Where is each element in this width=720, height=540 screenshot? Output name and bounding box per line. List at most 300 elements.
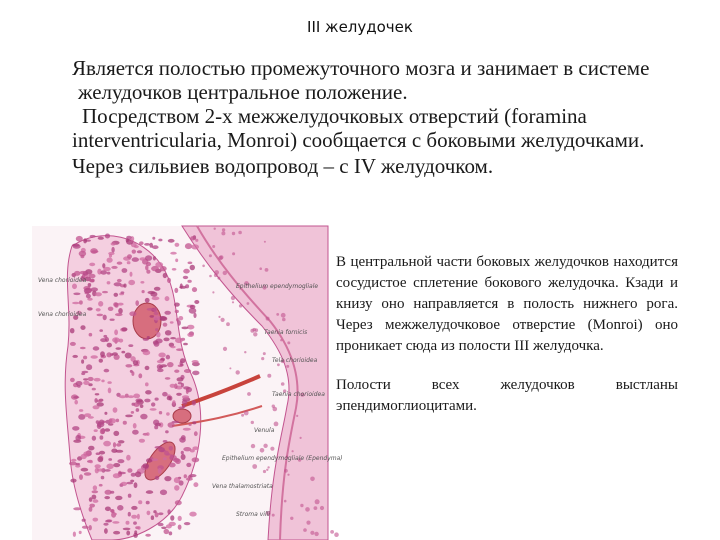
cell-dot — [89, 333, 93, 337]
cell-dot — [155, 398, 159, 401]
cell-dot — [125, 364, 132, 367]
cell-dot — [143, 350, 151, 355]
cell-dot — [187, 280, 191, 283]
cell-dot — [179, 437, 186, 443]
cell-dot — [111, 242, 116, 245]
cell-dot — [110, 319, 115, 321]
cell-dot — [157, 364, 162, 369]
cell-dot — [99, 484, 103, 487]
intro-paragraph-1: Является полостью промежуточного мозга и занимает в системе желудочков центральное положение. — [72, 56, 650, 104]
wall-cell-dot — [221, 318, 225, 322]
wall-cell-dot — [260, 448, 265, 453]
cell-dot — [158, 353, 165, 358]
cell-dot — [133, 423, 137, 429]
wall-cell-dot — [226, 322, 230, 326]
cell-dot — [132, 250, 136, 254]
cell-dot — [153, 308, 157, 313]
cell-dot — [122, 268, 128, 273]
cell-dot — [162, 392, 168, 397]
cell-dot — [165, 377, 171, 380]
cell-dot — [123, 284, 126, 288]
wall-cell-dot — [290, 517, 293, 520]
cell-dot — [126, 482, 133, 485]
wall-cell-dot — [209, 254, 212, 257]
cell-dot — [149, 243, 153, 248]
cell-dot — [153, 315, 160, 320]
cell-dot — [76, 463, 80, 465]
cell-dot — [97, 423, 102, 429]
cell-dot — [175, 243, 180, 247]
cell-dot — [138, 373, 142, 378]
cell-dot — [101, 476, 105, 480]
cell-dot — [98, 301, 103, 307]
wall-cell-dot — [266, 469, 268, 471]
cell-dot — [105, 507, 111, 512]
cell-dot — [151, 515, 154, 520]
wall-cell-dot — [244, 411, 249, 416]
cell-dot — [83, 378, 88, 380]
cell-dot — [125, 415, 133, 418]
cell-dot — [174, 288, 178, 293]
cell-dot — [80, 325, 85, 330]
cell-dot — [181, 454, 186, 460]
cell-dot — [137, 250, 142, 253]
cell-dot — [130, 480, 134, 483]
cell-dot — [153, 420, 159, 426]
cell-dot — [132, 257, 139, 262]
wall-cell-dot — [300, 437, 302, 439]
cell-dot — [191, 244, 199, 249]
cell-dot — [107, 343, 112, 348]
cell-dot — [158, 512, 163, 515]
wall-cell-dot — [287, 341, 290, 344]
cell-dot — [103, 335, 107, 338]
cell-dot — [151, 402, 155, 406]
cell-dot — [121, 291, 125, 293]
cell-dot — [168, 422, 175, 428]
cell-dot — [157, 360, 164, 363]
cell-dot — [170, 515, 174, 521]
cell-dot — [178, 525, 182, 530]
cell-dot — [167, 362, 174, 367]
cell-dot — [194, 431, 198, 436]
cell-dot — [93, 346, 100, 350]
wall-cell-dot — [241, 414, 244, 417]
cell-dot — [123, 528, 131, 531]
cell-dot — [82, 526, 89, 529]
wall-cell-dot — [232, 252, 235, 255]
cell-dot — [80, 271, 87, 274]
cell-dot — [69, 462, 77, 466]
wall-cell-dot — [300, 504, 303, 507]
cell-dot — [192, 287, 197, 292]
cell-dot — [105, 234, 110, 239]
wall-cell-dot — [214, 273, 218, 277]
side-text — [336, 252, 678, 417]
cell-dot — [182, 395, 189, 398]
cell-dot — [118, 303, 124, 306]
cell-dot — [184, 522, 190, 525]
cell-dot — [83, 381, 89, 385]
cell-dot — [193, 482, 198, 487]
wall-cell-dot — [251, 444, 255, 448]
label-vena-chorioidea: Vena chorioidea — [38, 277, 87, 284]
cell-dot — [127, 468, 132, 473]
cell-dot — [114, 329, 118, 335]
cell-dot — [105, 428, 111, 432]
cell-dot — [112, 521, 119, 524]
cell-dot — [179, 286, 186, 289]
cell-dot — [189, 512, 196, 517]
wall-cell-dot — [265, 268, 269, 272]
cell-dot — [181, 327, 188, 330]
cell-dot — [159, 411, 162, 414]
wall-cell-dot — [274, 422, 279, 427]
cell-dot — [140, 414, 147, 420]
cell-dot — [93, 405, 100, 409]
cell-dot — [190, 265, 195, 271]
cell-dot — [126, 521, 130, 525]
cell-dot — [165, 296, 170, 301]
wall-cell-dot — [212, 245, 215, 248]
wall-cell-dot — [280, 339, 282, 341]
cell-dot — [165, 430, 169, 433]
cell-dot — [75, 435, 81, 441]
cell-dot — [91, 287, 98, 291]
cell-dot — [169, 531, 173, 535]
cell-dot — [81, 359, 84, 363]
cell-dot — [123, 421, 127, 425]
cell-dot — [133, 394, 140, 399]
cell-dot — [98, 237, 104, 240]
intro-text — [72, 56, 682, 178]
cell-dot — [170, 346, 175, 348]
cell-dot — [100, 338, 107, 342]
cell-dot — [165, 330, 172, 335]
wall-cell-dot — [272, 514, 275, 517]
cell-dot — [155, 476, 159, 480]
cell-dot — [92, 436, 96, 441]
cell-dot — [86, 294, 91, 299]
cell-dot — [82, 519, 86, 522]
cell-dot — [195, 239, 198, 242]
cell-dot — [144, 399, 150, 403]
cell-dot — [167, 509, 170, 514]
cell-dot — [170, 252, 177, 255]
cell-dot — [155, 262, 163, 268]
cell-dot — [156, 332, 161, 338]
label-vena-thalamostriata: Vena thalamostriata — [212, 483, 273, 490]
cell-dot — [146, 432, 150, 436]
cell-dot — [152, 296, 160, 300]
cell-dot — [116, 443, 121, 447]
cell-dot — [176, 348, 183, 351]
wall-cell-dot — [305, 507, 310, 512]
cell-dot — [128, 494, 132, 498]
cell-dot — [111, 266, 117, 269]
cell-dot — [73, 293, 80, 296]
wall-cell-dot — [223, 347, 227, 351]
wall-cell-dot — [259, 267, 262, 270]
cell-dot — [95, 468, 99, 474]
cell-dot — [130, 272, 133, 277]
cell-dot — [97, 314, 104, 317]
cell-dot — [192, 371, 199, 376]
cell-dot — [103, 315, 107, 321]
cell-dot — [175, 338, 183, 344]
cell-dot — [118, 440, 125, 443]
cell-dot — [94, 429, 98, 432]
cell-dot — [125, 353, 132, 359]
cell-dot — [73, 396, 79, 399]
intro-paragraph-2: Посредством 2-х межжелудочковых отверстий (foramina interventricularia, Monroi) сообщается с боковыми желудочками. — [72, 104, 645, 152]
cell-dot — [89, 263, 95, 267]
cell-dot — [163, 273, 167, 278]
cell-dot — [84, 413, 91, 417]
cell-dot — [88, 446, 94, 451]
cell-dot — [163, 323, 168, 327]
cell-dot — [72, 302, 80, 304]
cell-dot — [117, 505, 123, 511]
cell-dot — [183, 276, 188, 279]
cell-dot — [73, 507, 81, 510]
wall-cell-dot — [266, 317, 270, 321]
cell-dot — [154, 425, 158, 429]
cell-dot — [175, 500, 182, 505]
wall-cell-dot — [261, 357, 264, 360]
cell-dot — [138, 500, 142, 504]
intro-paragraph-3: Через сильвиев водопровод – с IV желудочком. — [72, 154, 494, 178]
cell-dot — [72, 355, 78, 358]
wall-cell-dot — [212, 291, 214, 293]
wall-cell-dot — [310, 477, 315, 482]
cell-dot — [116, 450, 124, 453]
cell-dot — [106, 464, 113, 470]
cell-dot — [108, 423, 113, 426]
cell-dot — [121, 351, 125, 354]
cell-dot — [70, 328, 75, 333]
wall-cell-dot — [253, 332, 257, 336]
cell-dot — [192, 421, 196, 424]
cell-dot — [150, 408, 157, 411]
cell-dot — [109, 418, 116, 423]
cell-dot — [155, 328, 158, 331]
cell-dot — [104, 412, 107, 415]
cell-dot — [81, 373, 85, 376]
cell-dot — [108, 307, 114, 311]
cell-dot — [106, 352, 111, 357]
cell-dot — [136, 408, 140, 412]
cell-dot — [184, 474, 187, 478]
cell-dot — [145, 366, 150, 370]
cell-dot — [104, 496, 110, 499]
cell-dot — [190, 449, 195, 452]
cell-dot — [84, 472, 91, 475]
wall-cell-dot — [287, 474, 289, 476]
cell-dot — [72, 284, 77, 290]
cell-dot — [96, 308, 101, 311]
cell-dot — [140, 281, 144, 284]
wall-cell-dot — [282, 318, 286, 322]
cell-dot — [183, 386, 190, 389]
cell-dot — [74, 400, 78, 405]
wall-cell-dot — [320, 506, 324, 510]
cell-dot — [189, 424, 192, 426]
cell-dot — [79, 251, 86, 257]
cell-dot — [130, 370, 133, 373]
wall-cell-dot — [314, 506, 318, 510]
cell-dot — [140, 404, 144, 408]
cell-dot — [167, 278, 171, 283]
wall-cell-dot — [223, 271, 227, 275]
cell-dot — [158, 468, 162, 474]
cell-dot — [93, 499, 99, 503]
cell-dot — [119, 395, 126, 398]
cell-dot — [118, 308, 123, 314]
cell-dot — [161, 527, 166, 530]
cell-dot — [126, 455, 131, 461]
wall-cell-dot — [272, 405, 275, 408]
cell-dot — [99, 359, 103, 363]
cell-dot — [167, 396, 172, 400]
cell-dot — [144, 243, 150, 246]
cell-dot — [113, 531, 120, 535]
cell-dot — [115, 313, 123, 316]
cell-dot — [182, 400, 188, 405]
cell-dot — [146, 458, 152, 462]
cell-dot — [87, 307, 93, 310]
cell-dot — [178, 516, 182, 521]
cell-dot — [186, 477, 193, 480]
cell-dot — [88, 460, 92, 463]
wall-cell-dot — [330, 530, 334, 534]
wall-cell-dot — [236, 370, 240, 374]
cell-dot — [95, 393, 100, 395]
cell-dot — [137, 514, 140, 520]
cell-dot — [146, 501, 150, 505]
cell-dot — [170, 337, 176, 339]
cell-dot — [116, 347, 122, 350]
cell-dot — [147, 336, 150, 339]
cell-dot — [95, 292, 102, 296]
cell-dot — [83, 238, 87, 243]
cell-dot — [194, 300, 199, 304]
cell-dot — [92, 495, 97, 500]
cell-dot — [107, 272, 111, 275]
cell-dot — [178, 316, 183, 320]
cell-dot — [99, 329, 103, 332]
cell-dot — [94, 378, 101, 382]
cell-dot — [169, 446, 173, 451]
histology-figure — [32, 226, 343, 540]
cell-dot — [164, 529, 170, 534]
cell-dot — [115, 496, 122, 500]
label-stroma-villi: Stroma villi — [236, 511, 270, 518]
wall-cell-dot — [276, 313, 279, 316]
label-venula: Venula — [254, 427, 275, 434]
cell-dot — [187, 333, 194, 337]
cell-dot — [121, 482, 127, 486]
cell-dot — [105, 520, 112, 523]
cell-dot — [117, 459, 124, 463]
cell-dot — [107, 258, 113, 263]
wall-cell-dot — [306, 521, 310, 525]
cell-dot — [145, 382, 149, 386]
label-vena-chorioidea-2: Vena chorioidea — [38, 311, 87, 318]
cell-dot — [154, 312, 159, 315]
wall-cell-dot — [231, 296, 235, 300]
wall-cell-dot — [229, 367, 231, 369]
cell-dot — [158, 523, 164, 527]
wall-cell-dot — [303, 528, 307, 532]
choroid-plexus-illustration — [32, 226, 343, 540]
wall-cell-dot — [218, 316, 220, 318]
label-epithelium-ependymogliale-2: Epithelium ependymogliale (Ependyma) — [222, 455, 343, 462]
label-taenia-fornicis: Taenia fornicis — [264, 329, 308, 336]
cell-dot — [127, 254, 132, 259]
cell-dot — [104, 528, 108, 534]
cell-dot — [178, 382, 182, 384]
side-paragraph-1: В центральной части боковых желудочков находится сосудистое сплетение бокового желудочка. Кзади и книзу оно направляется в полость нижнего рога. Через межжелудочковое отверстие (Monroi) оно проникает сюда из полости III желудочка. — [336, 254, 678, 354]
cell-dot — [90, 235, 96, 238]
cell-dot — [133, 533, 138, 538]
cell-dot — [108, 388, 112, 394]
cell-dot — [190, 236, 195, 240]
wall-cell-dot — [281, 313, 286, 318]
cell-dot — [86, 364, 92, 370]
cell-dot — [79, 300, 83, 304]
cell-dot — [175, 310, 179, 313]
cell-dot — [111, 509, 115, 513]
cell-dot — [189, 474, 197, 477]
cell-dot — [97, 456, 103, 462]
wall-cell-dot — [270, 447, 274, 451]
cell-dot — [168, 239, 175, 243]
cell-dot — [89, 279, 94, 282]
cell-dot — [164, 311, 171, 315]
wall-cell-dot — [217, 277, 220, 280]
cell-dot — [113, 442, 116, 448]
cell-dot — [188, 262, 193, 265]
cell-dot — [148, 291, 156, 294]
cell-dot — [89, 525, 92, 530]
wall-cell-dot — [247, 302, 250, 305]
cell-dot — [174, 303, 180, 307]
cell-dot — [127, 261, 131, 264]
cell-dot — [103, 523, 108, 526]
wall-cell-dot — [244, 351, 246, 353]
wall-cell-dot — [214, 228, 216, 230]
wall-cell-dot — [264, 241, 266, 243]
cell-dot — [139, 439, 145, 443]
side-paragraph-2: Полости всех желудочков выстланы эпендимоглиоцитами. — [336, 377, 678, 414]
cell-dot — [176, 393, 182, 396]
cell-dot — [186, 389, 189, 394]
cell-dot — [101, 380, 104, 383]
cell-dot — [81, 468, 89, 472]
cell-dot — [79, 409, 83, 412]
cell-dot — [114, 293, 119, 297]
cell-dot — [74, 271, 80, 276]
cell-dot — [96, 452, 101, 455]
cell-dot — [113, 463, 120, 467]
cell-dot — [128, 512, 131, 517]
cell-dot — [164, 476, 171, 481]
cell-dot — [117, 279, 122, 282]
cell-dot — [184, 369, 191, 373]
wall-cell-dot — [315, 499, 320, 504]
cell-dot — [145, 534, 151, 537]
